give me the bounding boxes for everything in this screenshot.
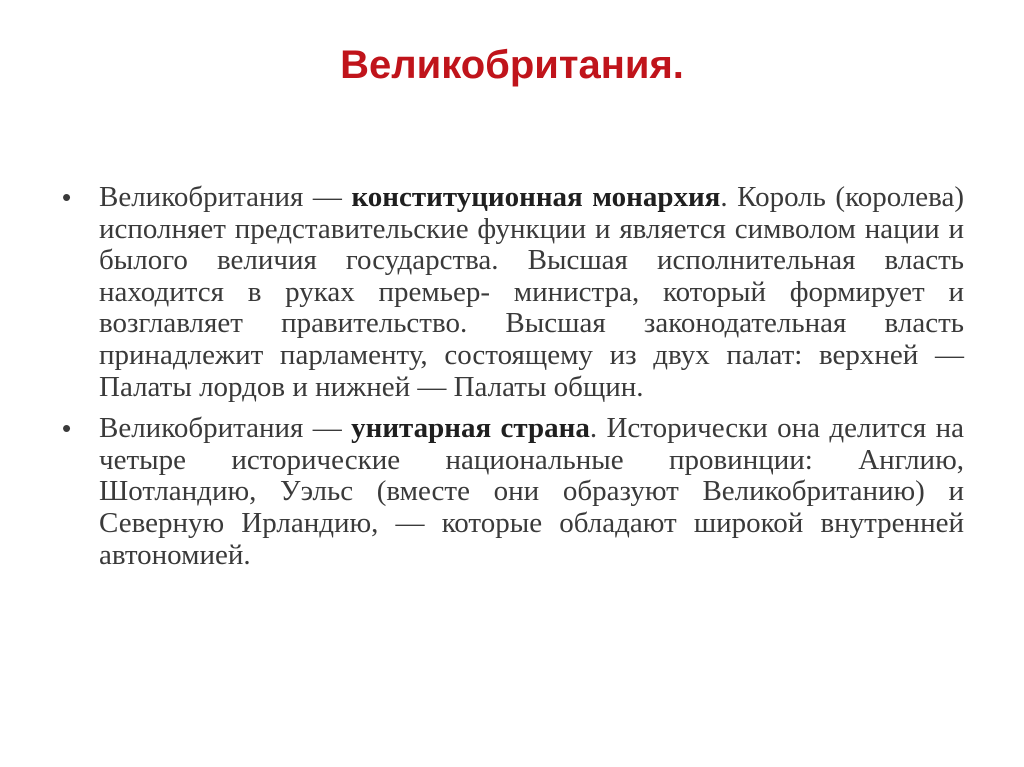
paragraph-lead: Великобритания — — [99, 412, 352, 445]
paragraph-emphasis: унитарная страна — [351, 412, 590, 445]
bullet-icon: • — [62, 182, 72, 212]
bullet-list — [62, 182, 964, 581]
slide-title: Великобритания. — [340, 43, 684, 87]
paragraph-body: . Исторически она делится на четыре исторические национальные провинции: Англию, Шотландию, Уэльс (вместе они образуют Великобританию) и Северную Ирландию, — которые обладают широкой внутренней автономией. — [99, 412, 965, 571]
bullet-item-monarchy — [62, 182, 964, 403]
bullet-icon: • — [62, 413, 72, 444]
paragraph-lead: Великобритания — — [99, 181, 352, 213]
paragraph-emphasis: конституционная монархия — [351, 181, 721, 213]
paragraph-body: . Король (королева) исполняет представительские функции и является символом нации и былого величия государства. Высшая исполнительная власть находится в руках премьер- министра, который формирует и возглавляет правительство. Высшая законодательная власть принадлежит парламенту, состоящему из двух палат: верхней — Палаты лордов и нижней — Палаты общин. — [99, 181, 965, 403]
bullet-item-unitary — [62, 413, 964, 571]
